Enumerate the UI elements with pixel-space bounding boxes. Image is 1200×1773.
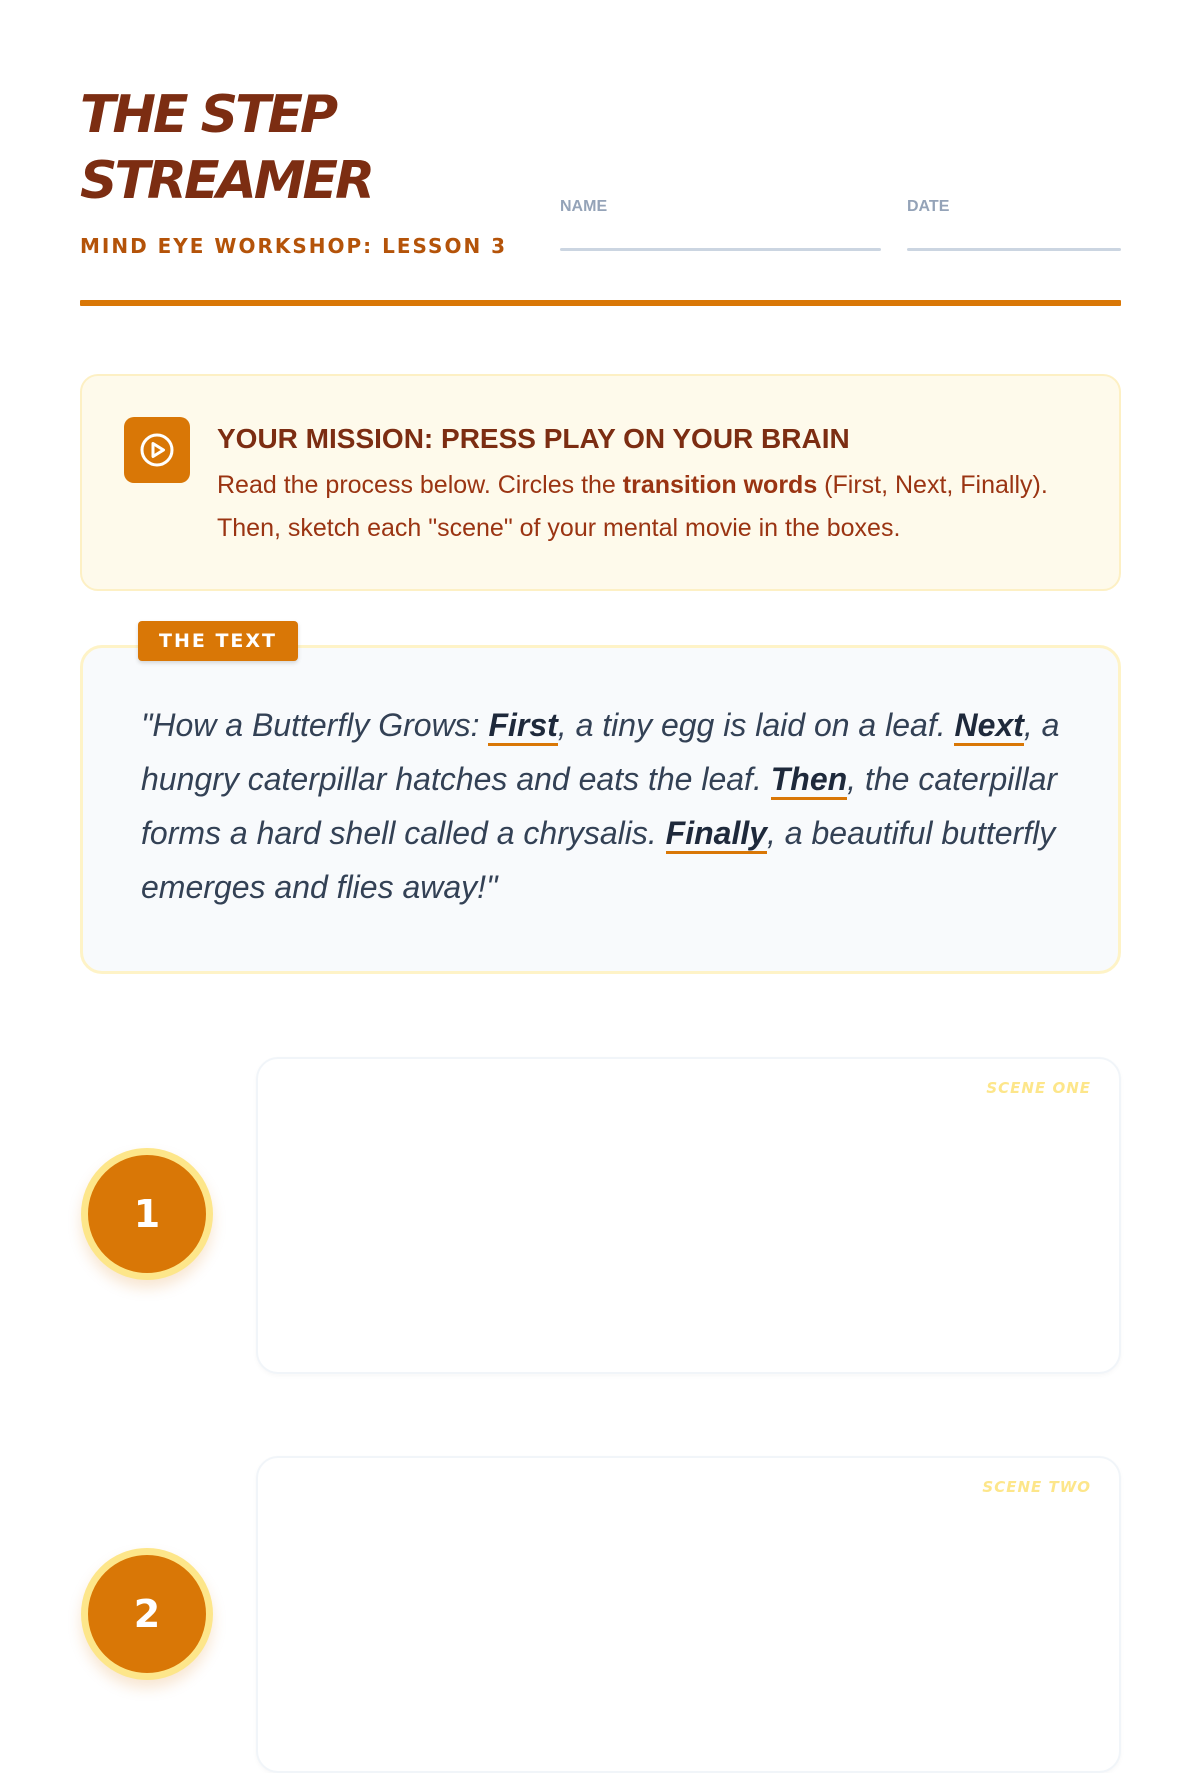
mission-title: YOUR MISSION: PRESS PLAY ON YOUR BRAIN xyxy=(217,423,850,454)
page-title-line-2: STREAMER xyxy=(80,151,373,211)
scene-two-label: SCENE TWO xyxy=(982,1478,1091,1496)
passage-box xyxy=(80,645,1121,974)
name-write-line[interactable] xyxy=(560,248,881,251)
passage-text xyxy=(141,698,1081,914)
mission-instructions xyxy=(217,464,1097,550)
mission-text-end: (First, Next, Finally). Then, sketch each "scene" of your mental movie in the boxes. xyxy=(217,471,1048,542)
transition-word-then[interactable]: Then xyxy=(771,761,847,800)
passage-segment: , a beautiful butterfly emerges and flies away!" xyxy=(141,815,1056,905)
passage-segment: "How a Butterfly Grows: xyxy=(141,707,489,743)
scene-two-box[interactable] xyxy=(256,1456,1121,1773)
name-label: NAME xyxy=(560,198,608,215)
passage-segment: , a hungry caterpillar hatches and eats the leaf. xyxy=(141,707,1060,797)
page-subtitle: MIND EYE WORKSHOP: LESSON 3 xyxy=(80,234,508,258)
transition-word-first[interactable]: First xyxy=(488,707,557,746)
mission-box xyxy=(80,374,1121,591)
transition-word-next[interactable]: Next xyxy=(954,707,1023,746)
header-title-block xyxy=(80,82,507,258)
page-title-line-1: THE STEP xyxy=(80,85,336,145)
play-circle-icon xyxy=(124,417,190,483)
date-label: DATE xyxy=(907,198,950,215)
date-field xyxy=(907,198,1121,251)
scene-two-number-badge: 2 xyxy=(81,1548,213,1680)
name-field xyxy=(560,198,881,251)
mission-text-start: Read the process below. Circles the xyxy=(217,471,623,499)
scene-one-number-badge: 1 xyxy=(81,1148,213,1280)
mission-text-bold: transition words xyxy=(622,471,818,499)
scene-one-box[interactable] xyxy=(256,1057,1121,1374)
page-title xyxy=(80,82,507,214)
the-text-tag: THE TEXT xyxy=(138,621,298,661)
passage-segment: , a tiny egg is laid on a leaf. xyxy=(557,707,955,743)
transition-word-finally[interactable]: Finally xyxy=(666,815,767,854)
passage-segment: , the caterpillar forms a hard shell called a chrysalis. xyxy=(141,761,1058,851)
date-write-line[interactable] xyxy=(907,248,1121,251)
header-divider xyxy=(80,300,1121,306)
scene-one-label: SCENE ONE xyxy=(986,1079,1091,1097)
